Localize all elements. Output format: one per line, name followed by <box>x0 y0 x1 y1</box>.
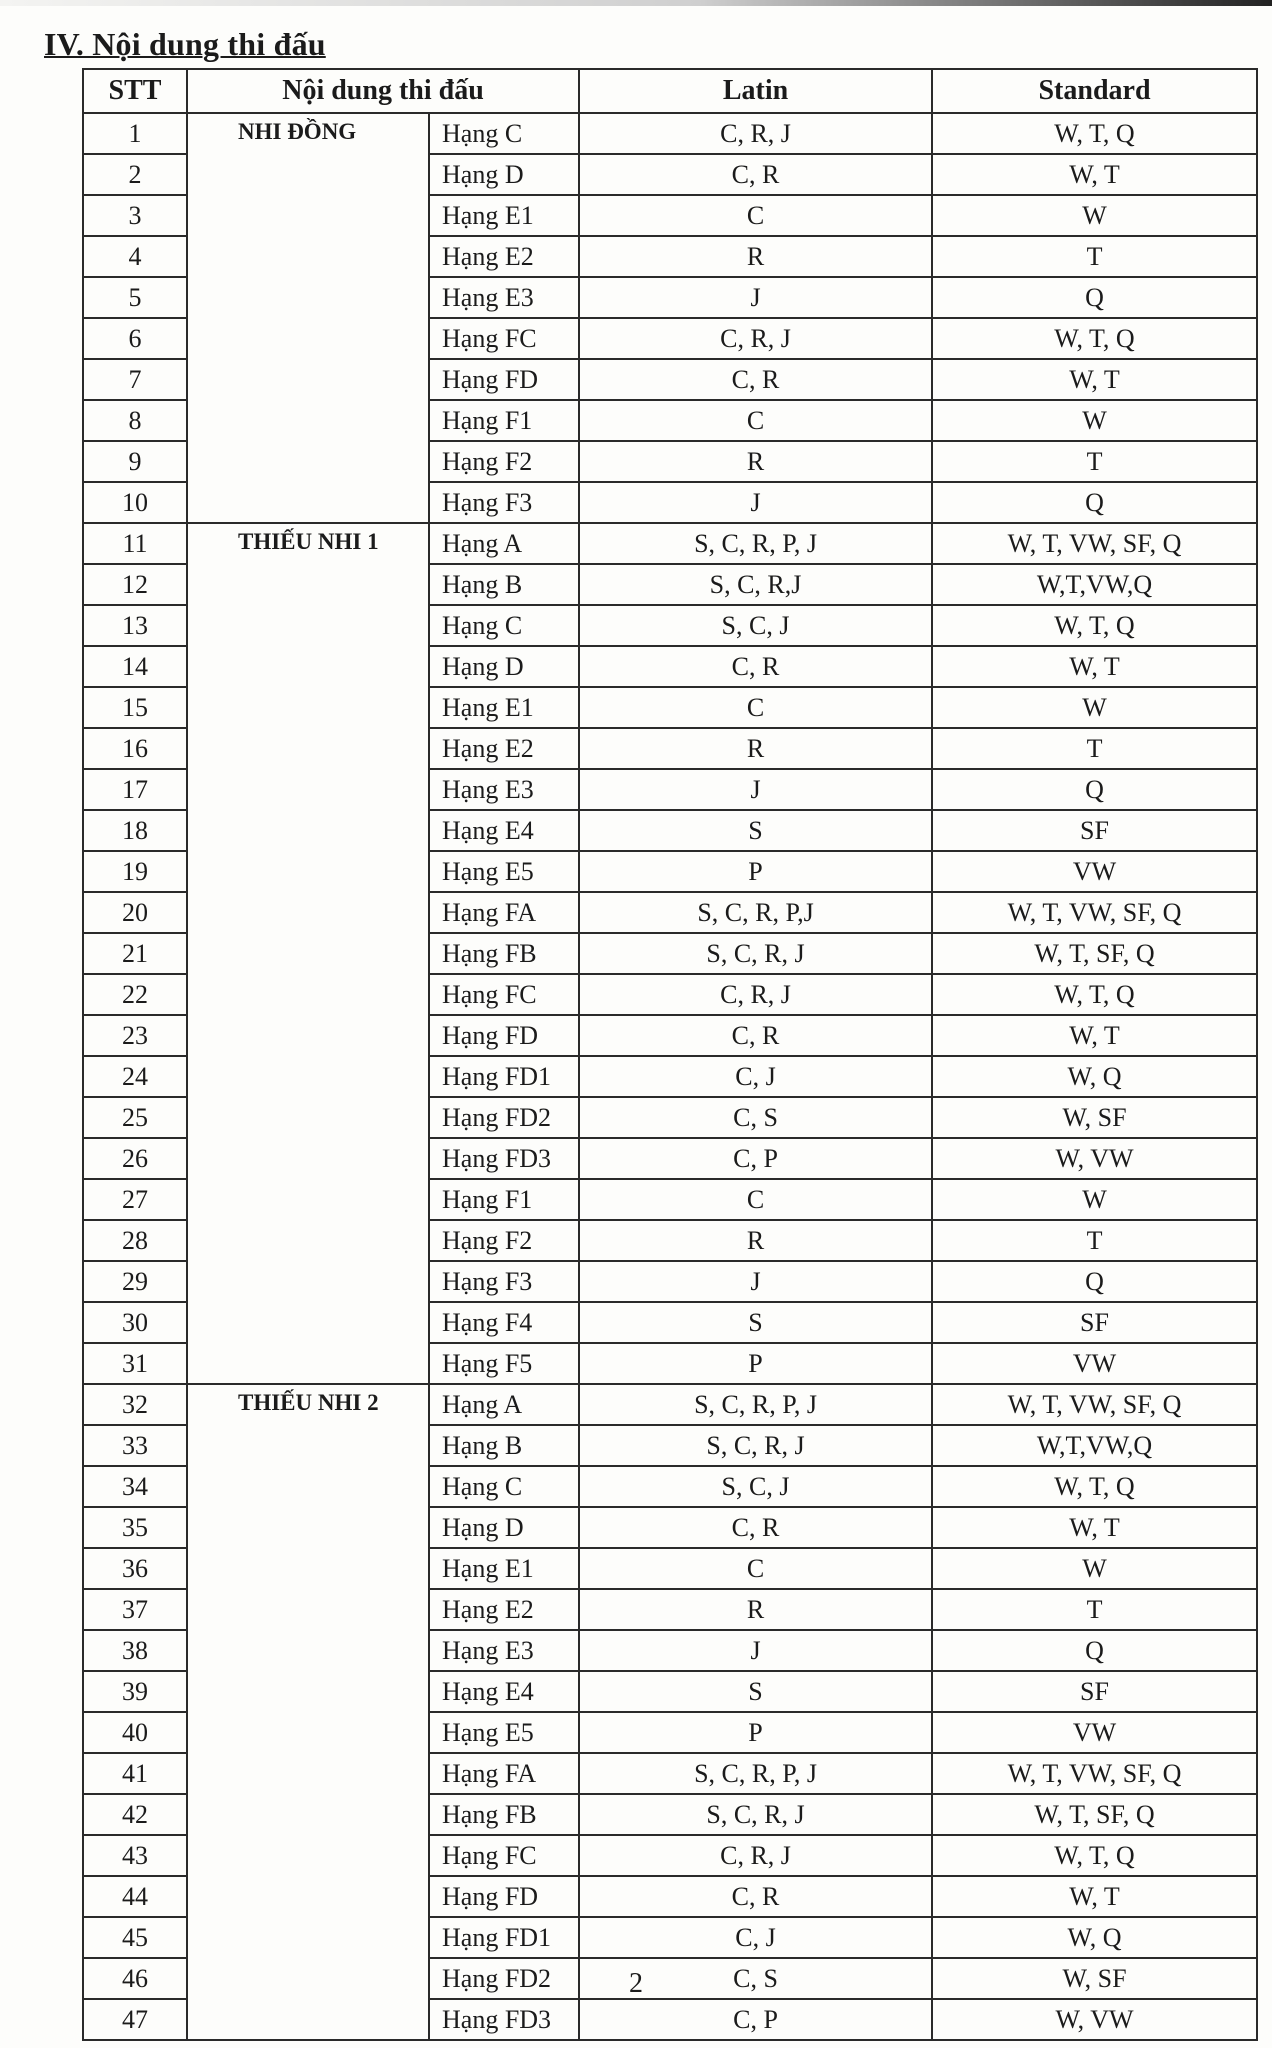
row-standard: T <box>932 1220 1257 1261</box>
row-latin: J <box>579 1261 932 1302</box>
row-latin: P <box>579 851 932 892</box>
row-standard: W, T <box>932 1507 1257 1548</box>
row-standard: Q <box>932 482 1257 523</box>
row-stt: 38 <box>83 1630 187 1671</box>
row-stt: 5 <box>83 277 187 318</box>
row-stt: 18 <box>83 810 187 851</box>
row-stt: 12 <box>83 564 187 605</box>
row-latin: S, C, R, J <box>579 1794 932 1835</box>
row-class: Hạng D <box>429 154 579 195</box>
row-latin: C, R <box>579 359 932 400</box>
row-standard: T <box>932 236 1257 277</box>
row-standard: W <box>932 195 1257 236</box>
row-latin: C, R, J <box>579 318 932 359</box>
row-standard: Q <box>932 769 1257 810</box>
row-class: Hạng A <box>429 523 579 564</box>
row-class: Hạng C <box>429 1466 579 1507</box>
row-stt: 42 <box>83 1794 187 1835</box>
row-latin: C <box>579 400 932 441</box>
row-standard: W <box>932 687 1257 728</box>
row-stt: 31 <box>83 1343 187 1384</box>
row-standard: W, T, Q <box>932 1835 1257 1876</box>
row-class: Hạng FD1 <box>429 1917 579 1958</box>
row-class: Hạng D <box>429 1507 579 1548</box>
row-class: Hạng FC <box>429 318 579 359</box>
row-stt: 44 <box>83 1876 187 1917</box>
row-class: Hạng F1 <box>429 1179 579 1220</box>
row-class: Hạng B <box>429 1425 579 1466</box>
row-stt: 6 <box>83 318 187 359</box>
row-stt: 27 <box>83 1179 187 1220</box>
row-latin: S <box>579 1671 932 1712</box>
row-stt: 33 <box>83 1425 187 1466</box>
row-stt: 14 <box>83 646 187 687</box>
row-standard: W, T, SF, Q <box>932 1794 1257 1835</box>
row-class: Hạng C <box>429 113 579 154</box>
row-standard: W, T, Q <box>932 605 1257 646</box>
row-latin: S, C, J <box>579 1466 932 1507</box>
table-body <box>83 113 1257 2040</box>
row-class: Hạng F3 <box>429 1261 579 1302</box>
row-class: Hạng E2 <box>429 1589 579 1630</box>
row-stt: 39 <box>83 1671 187 1712</box>
row-class: Hạng FD <box>429 1876 579 1917</box>
row-stt: 21 <box>83 933 187 974</box>
row-standard: W <box>932 1548 1257 1589</box>
table-row <box>83 1384 1257 1425</box>
row-latin: S, C, R, P, J <box>579 1753 932 1794</box>
row-latin: R <box>579 1589 932 1630</box>
row-standard: W, T <box>932 359 1257 400</box>
row-stt: 36 <box>83 1548 187 1589</box>
row-class: Hạng FD2 <box>429 1097 579 1138</box>
row-stt: 24 <box>83 1056 187 1097</box>
header-stt: STT <box>83 69 187 113</box>
row-class: Hạng FA <box>429 1753 579 1794</box>
row-standard: W, Q <box>932 1056 1257 1097</box>
row-stt: 22 <box>83 974 187 1015</box>
row-latin: S, C, J <box>579 605 932 646</box>
row-standard: VW <box>932 1343 1257 1384</box>
row-standard: VW <box>932 851 1257 892</box>
row-stt: 4 <box>83 236 187 277</box>
row-class: Hạng FB <box>429 1794 579 1835</box>
row-stt: 43 <box>83 1835 187 1876</box>
row-class: Hạng E4 <box>429 810 579 851</box>
row-latin: P <box>579 1712 932 1753</box>
row-stt: 1 <box>83 113 187 154</box>
row-class: Hạng F5 <box>429 1343 579 1384</box>
section-title: IV. Nội dung thi đấu <box>44 26 326 62</box>
row-latin: J <box>579 1630 932 1671</box>
row-latin: C <box>579 1179 932 1220</box>
row-standard: W, Q <box>932 1917 1257 1958</box>
row-stt: 16 <box>83 728 187 769</box>
row-latin: C, P <box>579 1999 932 2040</box>
row-standard: W, T <box>932 154 1257 195</box>
row-class: Hạng FC <box>429 1835 579 1876</box>
row-standard: W, T, Q <box>932 113 1257 154</box>
row-stt: 25 <box>83 1097 187 1138</box>
row-stt: 23 <box>83 1015 187 1056</box>
row-class: Hạng F4 <box>429 1302 579 1343</box>
row-latin: C, R <box>579 646 932 687</box>
row-standard: W, T, Q <box>932 1466 1257 1507</box>
row-standard: W <box>932 400 1257 441</box>
header-content: Nội dung thi đấu <box>187 69 579 113</box>
row-stt: 20 <box>83 892 187 933</box>
group-name: NHI ĐỒNG <box>187 113 429 523</box>
row-standard: W, SF <box>932 1097 1257 1138</box>
row-class: Hạng E3 <box>429 277 579 318</box>
row-class: Hạng FD3 <box>429 1138 579 1179</box>
row-standard: SF <box>932 1302 1257 1343</box>
row-stt: 29 <box>83 1261 187 1302</box>
row-standard: W, T, Q <box>932 974 1257 1015</box>
row-latin: S, C, R, P, J <box>579 1384 932 1425</box>
row-standard: T <box>932 441 1257 482</box>
row-class: Hạng E1 <box>429 195 579 236</box>
row-class: Hạng E1 <box>429 1548 579 1589</box>
row-latin: R <box>579 1220 932 1261</box>
row-standard: W, T, SF, Q <box>932 933 1257 974</box>
row-standard: T <box>932 1589 1257 1630</box>
competition-events-table <box>82 68 1258 2041</box>
row-latin: C, R <box>579 154 932 195</box>
row-latin: J <box>579 769 932 810</box>
row-class: Hạng D <box>429 646 579 687</box>
table-row <box>83 113 1257 154</box>
row-latin: C, R <box>579 1876 932 1917</box>
row-latin: S, C, R, J <box>579 933 932 974</box>
row-standard: VW <box>932 1712 1257 1753</box>
row-stt: 19 <box>83 851 187 892</box>
row-standard: W, T, VW, SF, Q <box>932 892 1257 933</box>
row-standard: W <box>932 1179 1257 1220</box>
row-class: Hạng B <box>429 564 579 605</box>
row-class: Hạng FD <box>429 359 579 400</box>
row-class: Hạng FD1 <box>429 1056 579 1097</box>
row-latin: C, R <box>579 1507 932 1548</box>
row-class: Hạng C <box>429 605 579 646</box>
row-latin: S <box>579 1302 932 1343</box>
row-class: Hạng F2 <box>429 441 579 482</box>
row-latin: R <box>579 441 932 482</box>
row-stt: 32 <box>83 1384 187 1425</box>
row-stt: 46 <box>83 1958 187 1999</box>
row-latin: C, R, J <box>579 1835 932 1876</box>
row-stt: 34 <box>83 1466 187 1507</box>
row-standard: SF <box>932 810 1257 851</box>
row-latin: S, C, R,J <box>579 564 932 605</box>
row-standard: W,T,VW,Q <box>932 1425 1257 1466</box>
row-latin: S <box>579 810 932 851</box>
row-class: Hạng FB <box>429 933 579 974</box>
row-latin: C, J <box>579 1056 932 1097</box>
row-stt: 35 <box>83 1507 187 1548</box>
row-class: Hạng E4 <box>429 1671 579 1712</box>
row-standard: Q <box>932 277 1257 318</box>
row-class: Hạng E2 <box>429 728 579 769</box>
page-top-edge <box>0 0 1272 6</box>
row-latin: C, J <box>579 1917 932 1958</box>
row-class: Hạng E3 <box>429 1630 579 1671</box>
row-standard: W, T, VW, SF, Q <box>932 523 1257 564</box>
row-latin: C <box>579 687 932 728</box>
row-stt: 37 <box>83 1589 187 1630</box>
row-class: Hạng E5 <box>429 851 579 892</box>
row-standard: W, T <box>932 1876 1257 1917</box>
row-latin: C, R <box>579 1015 932 1056</box>
row-stt: 30 <box>83 1302 187 1343</box>
row-stt: 17 <box>83 769 187 810</box>
row-standard: W,T,VW,Q <box>932 564 1257 605</box>
row-class: Hạng E3 <box>429 769 579 810</box>
row-latin: S, C, R, P, J <box>579 523 932 564</box>
row-stt: 45 <box>83 1917 187 1958</box>
row-standard: T <box>932 728 1257 769</box>
page-number: 2 <box>629 1968 643 1999</box>
row-stt: 8 <box>83 400 187 441</box>
row-latin: C, S <box>579 1958 932 1999</box>
row-class: Hạng FD3 <box>429 1999 579 2040</box>
row-standard: Q <box>932 1630 1257 1671</box>
row-latin: C <box>579 1548 932 1589</box>
row-standard: SF <box>932 1671 1257 1712</box>
row-class: Hạng F3 <box>429 482 579 523</box>
row-standard: W, SF <box>932 1958 1257 1999</box>
table-row <box>83 523 1257 564</box>
row-latin: C, S <box>579 1097 932 1138</box>
row-stt: 28 <box>83 1220 187 1261</box>
row-stt: 9 <box>83 441 187 482</box>
row-latin: J <box>579 277 932 318</box>
row-standard: W, T, Q <box>932 318 1257 359</box>
row-class: Hạng F2 <box>429 1220 579 1261</box>
row-standard: W, T <box>932 646 1257 687</box>
row-latin: C <box>579 195 932 236</box>
row-stt: 40 <box>83 1712 187 1753</box>
row-standard: W, T <box>932 1015 1257 1056</box>
row-latin: C, R, J <box>579 113 932 154</box>
row-class: Hạng E2 <box>429 236 579 277</box>
row-latin: J <box>579 482 932 523</box>
row-stt: 10 <box>83 482 187 523</box>
row-latin: P <box>579 1343 932 1384</box>
row-stt: 47 <box>83 1999 187 2040</box>
header-standard: Standard <box>932 69 1257 113</box>
row-class: Hạng E5 <box>429 1712 579 1753</box>
row-latin: C, P <box>579 1138 932 1179</box>
row-class: Hạng FA <box>429 892 579 933</box>
row-stt: 3 <box>83 195 187 236</box>
group-name: THIẾU NHI 1 <box>187 523 429 1384</box>
row-stt: 11 <box>83 523 187 564</box>
row-class: Hạng FD2 <box>429 1958 579 1999</box>
row-standard: W, T, VW, SF, Q <box>932 1753 1257 1794</box>
row-standard: Q <box>932 1261 1257 1302</box>
row-stt: 26 <box>83 1138 187 1179</box>
row-class: Hạng F1 <box>429 400 579 441</box>
table-header-row <box>83 69 1257 113</box>
row-latin: C, R, J <box>579 974 932 1015</box>
row-latin: S, C, R, P,J <box>579 892 932 933</box>
row-latin: R <box>579 236 932 277</box>
row-latin: R <box>579 728 932 769</box>
row-stt: 7 <box>83 359 187 400</box>
row-class: Hạng FD <box>429 1015 579 1056</box>
row-stt: 2 <box>83 154 187 195</box>
row-class: Hạng E1 <box>429 687 579 728</box>
row-standard: W, VW <box>932 1999 1257 2040</box>
row-standard: W, T, VW, SF, Q <box>932 1384 1257 1425</box>
row-stt: 15 <box>83 687 187 728</box>
row-standard: W, VW <box>932 1138 1257 1179</box>
row-stt: 41 <box>83 1753 187 1794</box>
header-latin: Latin <box>579 69 932 113</box>
row-class: Hạng FC <box>429 974 579 1015</box>
row-class: Hạng A <box>429 1384 579 1425</box>
row-latin: S, C, R, J <box>579 1425 932 1466</box>
group-name: THIẾU NHI 2 <box>187 1384 429 2040</box>
row-stt: 13 <box>83 605 187 646</box>
